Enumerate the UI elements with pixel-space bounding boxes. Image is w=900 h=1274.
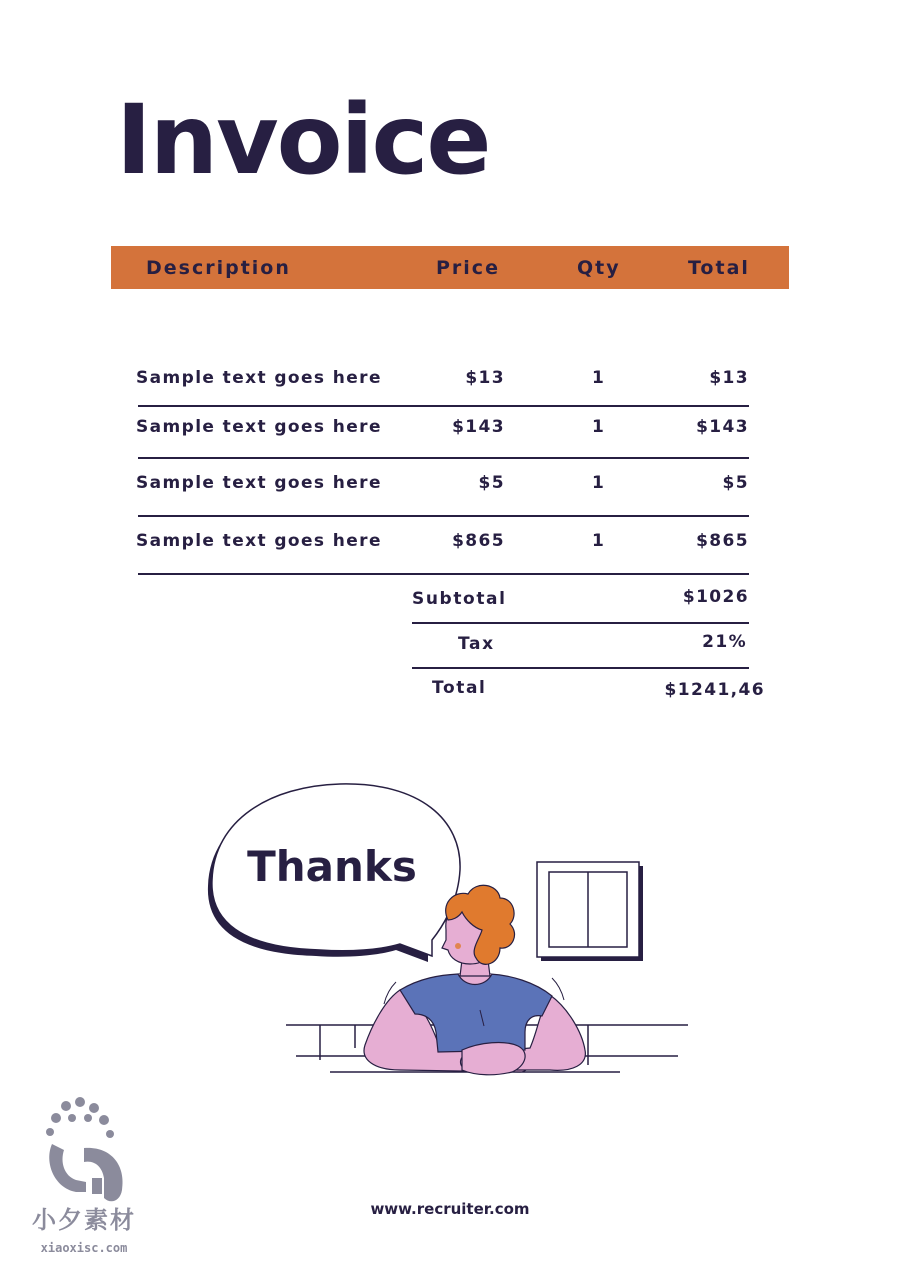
row-price: $5	[478, 473, 505, 493]
watermark-logo	[14, 1092, 154, 1262]
header-price: Price	[436, 257, 500, 279]
subtotal-value: $1026	[682, 587, 749, 607]
row-price: $865	[452, 531, 505, 551]
table-row	[0, 368, 900, 398]
row-total: $13	[709, 368, 749, 388]
row-description: Sample text goes here	[136, 473, 382, 493]
row-qty: 1	[592, 417, 606, 437]
table-row	[0, 531, 900, 561]
row-price: $143	[452, 417, 505, 437]
row-qty: 1	[592, 531, 606, 551]
row-total: $5	[722, 473, 749, 493]
header-qty: Qty	[577, 257, 621, 279]
subtotal-label: Subtotal	[412, 589, 507, 609]
summary-divider	[412, 622, 749, 624]
footer-url[interactable]: www.recruiter.com	[370, 1200, 530, 1218]
tax-value: 21%	[702, 632, 747, 652]
watermark-name: 小夕素材	[32, 1206, 136, 1234]
thanks-illustration	[200, 770, 720, 1100]
row-divider	[138, 515, 749, 517]
watermark-domain: xiaoxisc.com	[40, 1241, 128, 1255]
invoice-title: Invoice	[116, 84, 490, 196]
table-row	[0, 417, 900, 447]
header-description: Description	[146, 257, 291, 279]
row-divider	[138, 457, 749, 459]
row-description: Sample text goes here	[136, 417, 382, 437]
row-total: $865	[696, 531, 749, 551]
speech-text: Thanks	[247, 842, 417, 891]
header-total: Total	[688, 257, 750, 279]
total-value: $1241,46	[664, 680, 765, 700]
row-qty: 1	[592, 368, 606, 388]
tax-label: Tax	[458, 634, 495, 654]
row-description: Sample text goes here	[136, 531, 382, 551]
total-label: Total	[432, 678, 487, 698]
table-row	[0, 473, 900, 503]
row-divider	[138, 573, 749, 575]
table-header	[111, 246, 789, 289]
row-total: $143	[696, 417, 749, 437]
row-divider	[138, 405, 749, 407]
row-price: $13	[465, 368, 505, 388]
summary-divider	[412, 667, 749, 669]
row-qty: 1	[592, 473, 606, 493]
row-description: Sample text goes here	[136, 368, 382, 388]
